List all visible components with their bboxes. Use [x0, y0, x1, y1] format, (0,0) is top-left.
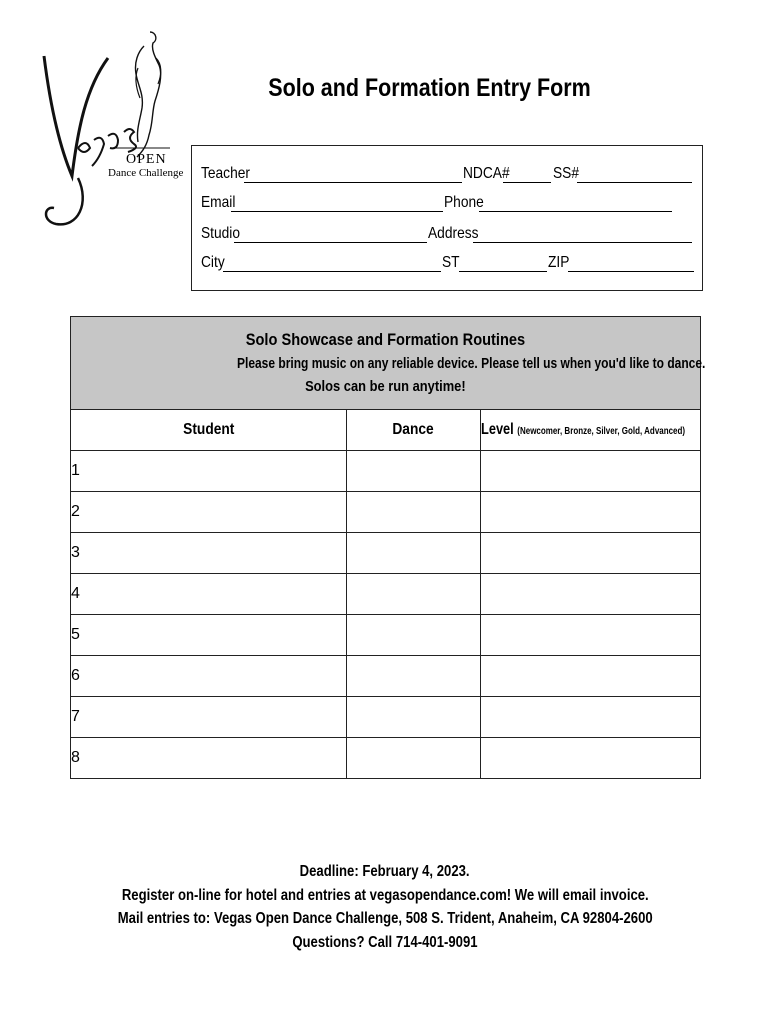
student-cell[interactable]	[71, 697, 347, 738]
student-cell[interactable]	[71, 738, 347, 779]
student-cell[interactable]	[71, 574, 347, 615]
dancers-logo-graphic	[38, 28, 178, 238]
table-row	[71, 492, 701, 533]
table-row	[71, 451, 701, 492]
row-number: 6	[71, 667, 80, 684]
column-header-student: Student	[71, 410, 347, 451]
teacher-field[interactable]	[244, 182, 462, 183]
table-header-banner	[71, 317, 706, 410]
address-label: Address	[428, 225, 479, 242]
level-cell[interactable]	[481, 615, 701, 656]
student-cell[interactable]	[71, 656, 347, 697]
st-field[interactable]	[459, 271, 547, 272]
phone-field[interactable]	[479, 211, 672, 212]
student-cell[interactable]	[71, 451, 347, 492]
contact-row-studio	[201, 223, 691, 245]
ss-field[interactable]	[577, 182, 692, 183]
dance-cell[interactable]	[347, 697, 481, 738]
phone-label: Phone	[444, 194, 484, 211]
contact-row-teacher	[201, 163, 691, 185]
level-cell[interactable]	[481, 697, 701, 738]
column-header-level	[481, 410, 701, 451]
st-label: ST	[442, 254, 460, 271]
level-cell[interactable]	[481, 492, 701, 533]
dance-cell[interactable]	[347, 738, 481, 779]
level-options-note: (Newcomer, Bronze, Silver, Gold, Advanced)	[517, 426, 686, 437]
zip-field[interactable]	[568, 271, 694, 272]
table-row	[71, 533, 701, 574]
logo-open-text: OPEN	[126, 152, 167, 167]
level-label: Level	[481, 421, 514, 438]
table-header-instructions: Please bring music on any reliable device. Please tell us when you'd like to dance.	[237, 355, 706, 372]
dance-cell[interactable]	[347, 533, 481, 574]
entry-table	[70, 316, 706, 779]
studio-label: Studio	[201, 225, 241, 242]
city-field[interactable]	[223, 271, 441, 272]
student-cell[interactable]	[71, 615, 347, 656]
row-number: 1	[71, 462, 80, 479]
dance-cell[interactable]	[347, 451, 481, 492]
vegas-open-logo	[38, 28, 184, 238]
row-number: 3	[71, 544, 80, 561]
email-field[interactable]	[231, 211, 443, 212]
table-row	[71, 656, 701, 697]
table-row	[71, 697, 701, 738]
level-cell[interactable]	[481, 533, 701, 574]
level-cell[interactable]	[481, 574, 701, 615]
level-cell[interactable]	[481, 451, 701, 492]
studio-field[interactable]	[234, 242, 427, 243]
dance-cell[interactable]	[347, 656, 481, 697]
row-number: 2	[71, 503, 80, 520]
table-header-title: Solo Showcase and Formation Routines	[245, 330, 526, 349]
student-cell[interactable]	[71, 492, 347, 533]
table-row	[71, 738, 701, 779]
deadline-text: Deadline: February 4, 2023.	[300, 863, 470, 880]
footer-info	[0, 860, 770, 954]
table-header-note: Solos can be run anytime!	[305, 378, 466, 395]
student-cell[interactable]	[71, 533, 347, 574]
teacher-label: Teacher	[201, 165, 250, 182]
row-number: 8	[71, 749, 80, 766]
address-field[interactable]	[473, 242, 692, 243]
dance-cell[interactable]	[347, 492, 481, 533]
row-number: 5	[71, 626, 80, 643]
level-cell[interactable]	[481, 738, 701, 779]
row-number: 7	[71, 708, 80, 725]
contact-row-email	[201, 192, 691, 214]
email-label: Email	[201, 194, 236, 211]
column-header-dance: Dance	[347, 410, 481, 451]
contact-row-city	[201, 252, 691, 274]
ss-label: SS#	[553, 165, 580, 182]
page-title: Solo and Formation Entry Form	[268, 74, 592, 102]
logo-subtitle: Dance Challenge	[108, 167, 184, 179]
zip-label: ZIP	[548, 254, 570, 271]
mail-address-text: Mail entries to: Vegas Open Dance Challenge, 508 S. Trident, Anaheim, CA 92804-2600	[117, 910, 653, 927]
questions-text: Questions? Call 714-401-9091	[292, 933, 478, 951]
table-row	[71, 574, 701, 615]
dance-cell[interactable]	[347, 574, 481, 615]
dance-cell[interactable]	[347, 615, 481, 656]
row-number: 4	[71, 585, 80, 602]
city-label: City	[201, 254, 225, 271]
ndca-label: NDCA#	[463, 165, 510, 182]
contact-info-box	[191, 145, 703, 291]
table-row	[71, 615, 701, 656]
level-cell[interactable]	[481, 656, 701, 697]
ndca-field[interactable]	[503, 182, 551, 183]
register-text: Register on-line for hotel and entries at vegasopendance.com! We will email invoice.	[121, 886, 649, 904]
